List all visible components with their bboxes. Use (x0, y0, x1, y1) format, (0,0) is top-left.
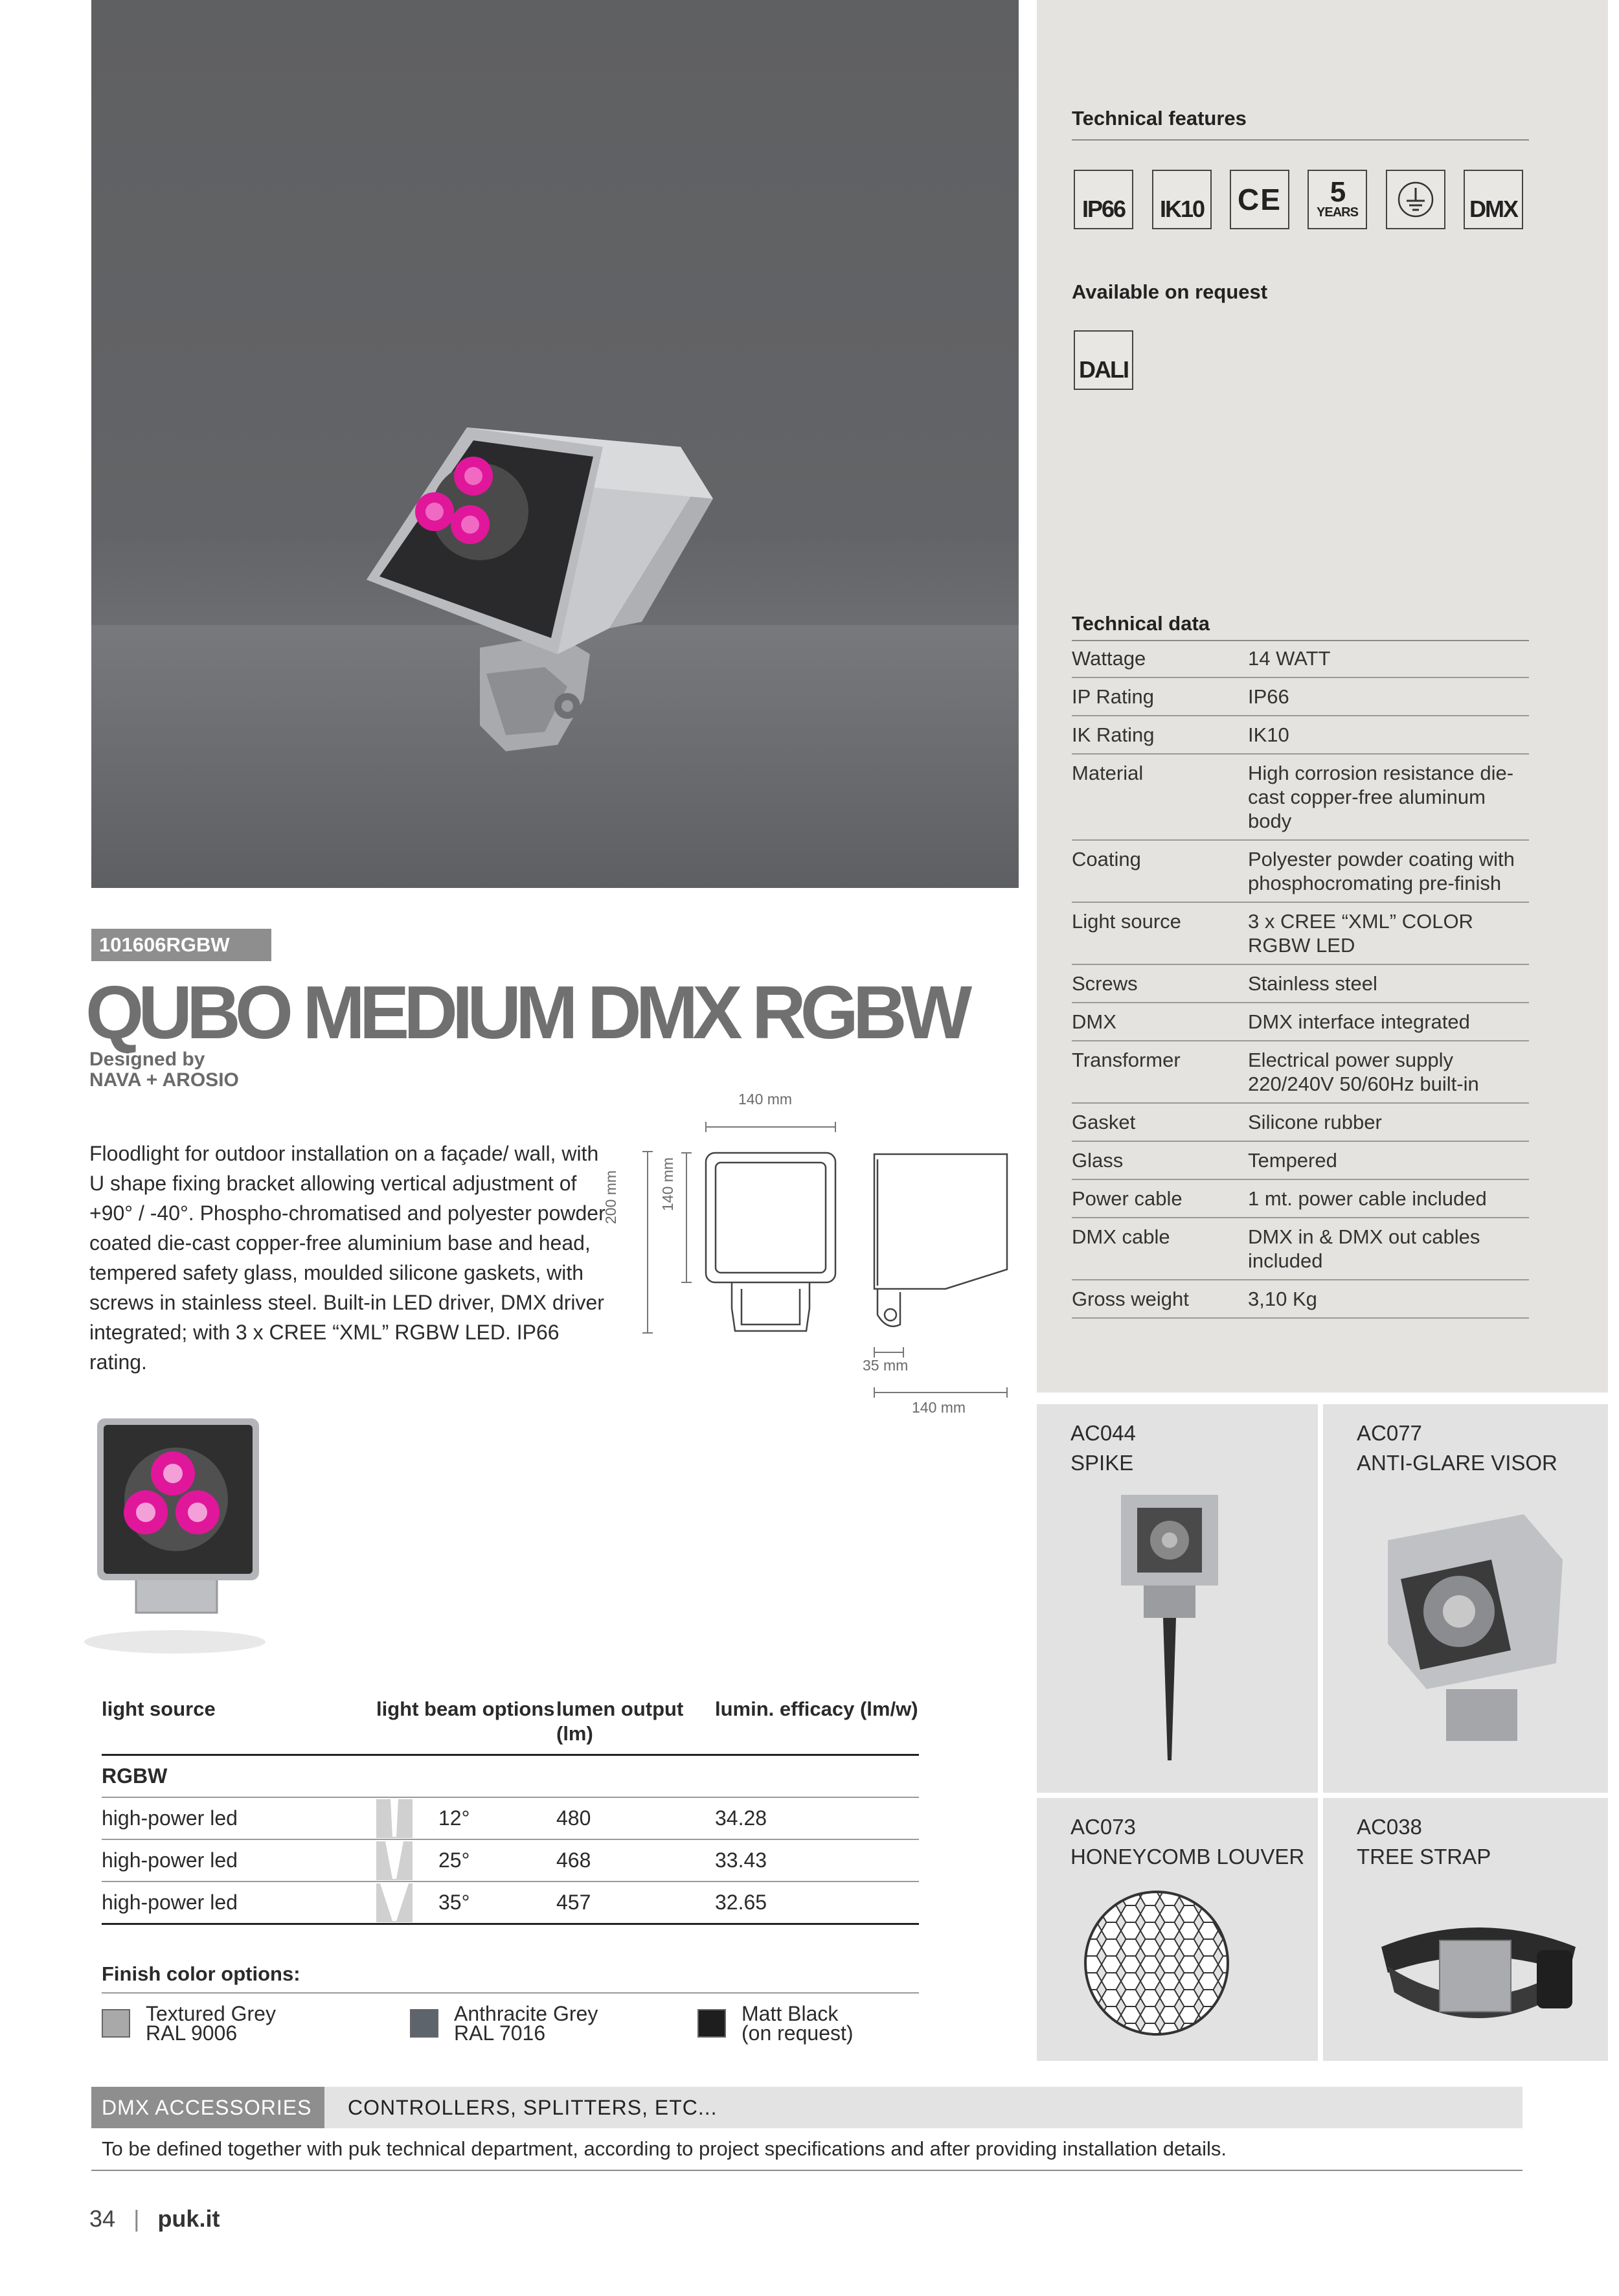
dim-depth: 140 mm (912, 1399, 966, 1416)
table-group-row: RGBW (102, 1756, 919, 1798)
ip66-badge: IP66 (1074, 170, 1133, 229)
swatch-label: Matt Black (on request) (742, 2002, 854, 2045)
tech-row: Coating Polyester powder coating with phosphocromating pre-finish (1072, 841, 1529, 903)
dim-depth-small: 35 mm (863, 1357, 909, 1374)
tree-strap-image (1368, 1895, 1589, 2044)
table-row: high-power led 35° 457 32.65 (102, 1882, 919, 1925)
finish-color-options (102, 1959, 919, 2043)
tech-row: Wattage 14 WATT (1072, 641, 1529, 678)
warranty-5-years-badge: 5 YEARS (1308, 170, 1367, 229)
tech-row: DMX DMX interface integrated (1072, 1003, 1529, 1041)
tech-row: IK Rating IK10 (1072, 716, 1529, 755)
tech-row: IP Rating IP66 (1072, 678, 1529, 716)
accessory-ac038: AC038 TREE STRAP (1323, 1798, 1608, 2061)
tech-row: Light source 3 x CREE “XML” COLOR RGBW LED (1072, 903, 1529, 965)
accessory-ac077: AC077 ANTI-GLARE VISOR (1323, 1404, 1608, 1793)
tech-row: Transformer Electrical power supply 220/240V 50/60Hz built-in (1072, 1041, 1529, 1104)
product-description: Floodlight for outdoor installation on a façade/ wall, with U shape fixing bracket allowing vertical adjustment of +90° / -40°. Phospho-chromatised and polyester powder coated die-cast copper-free aluminium base and head, tempered safety glass, moulded silicone gaskets, with screws in stainless steel. Built-in LED driver, DMX driver integrated; with 3 x CREE “XML” RGBW LED. IP66 rating. (89, 1142, 606, 1374)
dali-badge: DALI (1074, 330, 1133, 390)
designer-credit: Designed by NAVA + AROSIO (89, 1049, 239, 1091)
table-header: light source light beam options lumen output (lm) lumin. efficacy (lm/w) (102, 1697, 919, 1756)
product-front-image (78, 1412, 272, 1658)
floodlight-render (91, 0, 1019, 888)
tech-row: Material High corrosion resistance die-cast copper-free aluminum body (1072, 755, 1529, 841)
page-number: 34 (89, 2205, 116, 2232)
swatch-anthracite-grey (410, 2009, 438, 2038)
dimension-drawing (622, 1095, 1023, 1431)
tech-row: Gross weight 3,10 Kg (1072, 1280, 1529, 1319)
swatch-matt-black (697, 2009, 726, 2038)
tech-row: Screws Stainless steel (1072, 965, 1529, 1003)
anti-glare-visor-image (1362, 1501, 1576, 1760)
table-row: high-power led 25° 468 33.43 (102, 1840, 919, 1882)
swatch-label: Anthracite Grey RAL 7016 (454, 2002, 598, 2045)
dim-height-head: 140 mm (659, 1157, 676, 1211)
dim-height-total: 200 mm (602, 1170, 619, 1224)
product-title: QUBO MEDIUM DMX RGBW (85, 970, 967, 1054)
swatch-textured-grey (102, 2009, 130, 2038)
wide-beam-icon (376, 1883, 413, 1922)
spike-image (1082, 1488, 1276, 1773)
technical-data-title: Technical data (1072, 612, 1210, 635)
website-link[interactable]: puk.it (157, 2205, 220, 2232)
dim-width-top: 140 mm (738, 1091, 793, 1108)
tech-row: Glass Tempered (1072, 1142, 1529, 1180)
accessory-ac044: AC044 SPIKE (1037, 1404, 1318, 1793)
product-hero-photo (91, 0, 1019, 888)
divider (1072, 139, 1529, 141)
tech-row: Gasket Silicone rubber (1072, 1104, 1529, 1142)
dmx-accessories-note: To be defined together with puk technical department, according to project specifications and after providing installation details. (102, 2137, 1227, 2160)
honeycomb-louver-image (1082, 1889, 1231, 2038)
narrow-beam-icon (376, 1799, 413, 1838)
swatch-label: Textured Grey RAL 9006 (146, 2002, 276, 2045)
tech-row: Power cable 1 mt. power cable included (1072, 1180, 1529, 1218)
technical-features-title: Technical features (1072, 107, 1247, 130)
dmx-accessories-label: DMX ACCESSORIES (91, 2087, 324, 2128)
finish-title: Finish color options: (102, 1959, 919, 1994)
page-footer: 34 | puk.it (89, 2205, 220, 2232)
tech-row: DMX cable DMX in & DMX out cables included (1072, 1218, 1529, 1280)
dmx-badge: DMX (1464, 170, 1523, 229)
divider (91, 2170, 1523, 2171)
technical-data-table (1072, 641, 1529, 1319)
earth-icon (1386, 170, 1445, 229)
dmx-accessories-title: CONTROLLERS, SPLITTERS, ETC... (348, 2096, 718, 2119)
product-code-badge: 101606RGBW (91, 929, 271, 961)
accessory-ac073: AC073 HONEYCOMB LOUVER (1037, 1798, 1318, 2061)
available-on-request-title: Available on request (1072, 280, 1268, 303)
ik10-badge: IK10 (1152, 170, 1212, 229)
table-row: high-power led 12° 480 34.28 (102, 1798, 919, 1840)
medium-beam-icon (376, 1841, 413, 1880)
photometric-table (102, 1697, 919, 1925)
ce-mark-badge: CE (1230, 170, 1289, 229)
